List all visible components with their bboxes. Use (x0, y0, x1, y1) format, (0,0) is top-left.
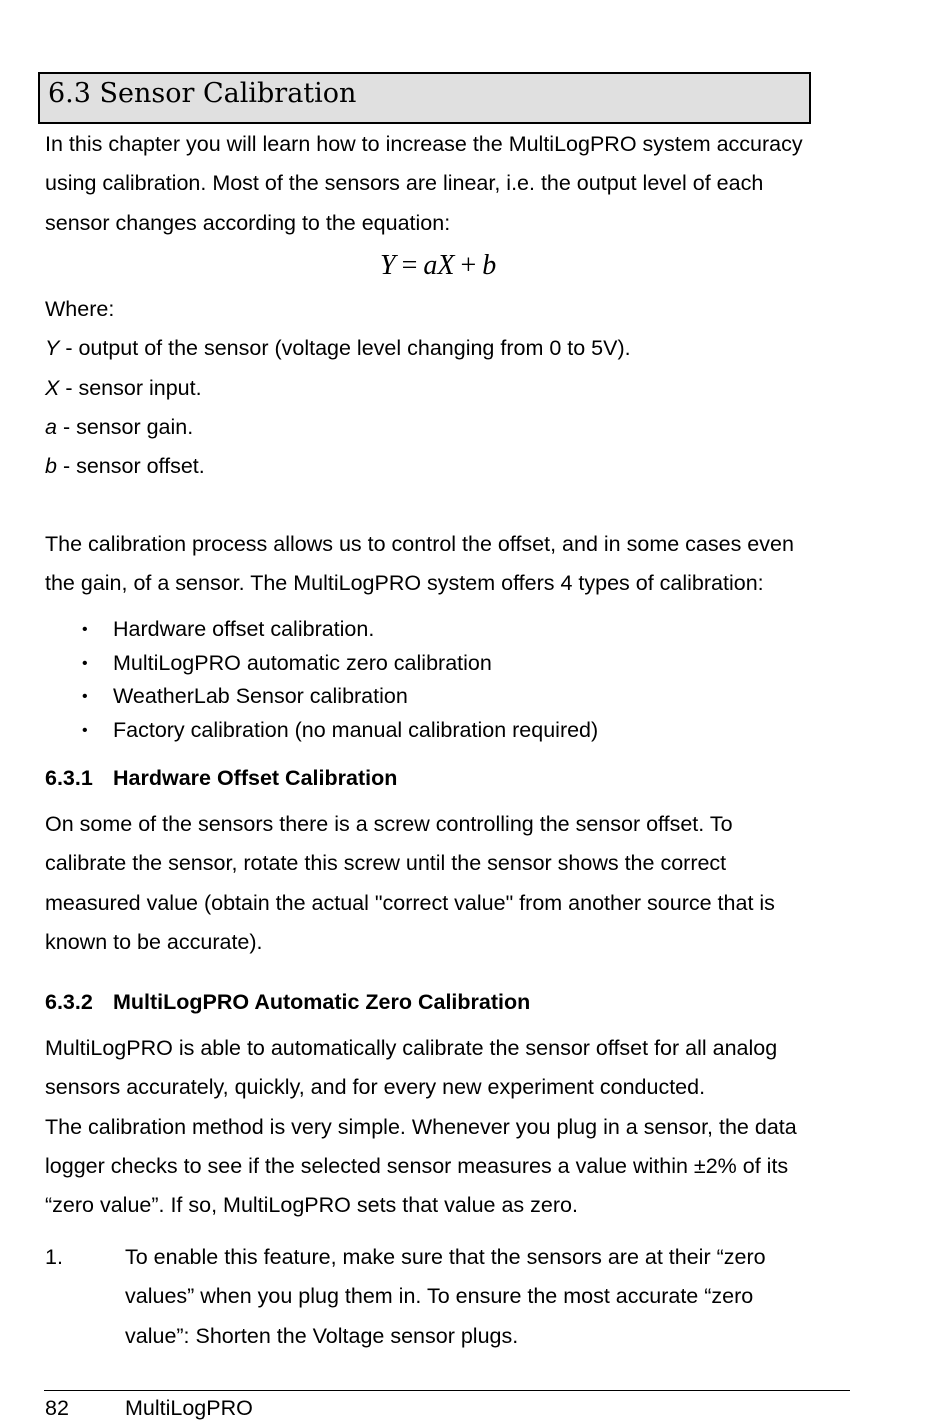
intro-paragraph (45, 125, 865, 243)
text-line: On some of the sensors there is a screw controlling the sensor offset. To (45, 812, 733, 836)
text-line: The calibration process allows us to control the offset, and in some cases even (45, 532, 794, 556)
where-item (45, 329, 865, 368)
equation-plus: + (460, 250, 477, 281)
subsection-heading-hardware-offset (45, 766, 397, 791)
section-heading-box (38, 72, 811, 124)
text-line: sensor changes according to the equation: (45, 210, 451, 235)
section-title: 6.3 Sensor Calibration (48, 78, 357, 109)
subsection-heading-automatic-zero (45, 990, 530, 1015)
text-line: using calibration. Most of the sensors are linear, i.e. the output level of each (45, 171, 764, 196)
list-item-text: Factory calibration (no manual calibration required) (113, 718, 599, 743)
text-line: values” when you plug them in. To ensure the most accurate “zero (125, 1284, 754, 1309)
where-item (45, 447, 865, 486)
text-line: MultiLogPRO is able to automatically calibrate the sensor offset for all analog (45, 1036, 778, 1060)
bullet-icon: • (82, 654, 88, 672)
list-item-text: WeatherLab Sensor calibration (113, 684, 408, 709)
text-line: value”: Shorten the Voltage sensor plugs. (125, 1323, 519, 1348)
text-line: In this chapter you will learn how to increase the MultiLogPRO system accuracy (45, 132, 803, 156)
variable-description: - sensor input. (59, 375, 202, 400)
equation-term-b: b (482, 250, 497, 281)
step-text (125, 1238, 766, 1356)
where-block (45, 290, 865, 486)
text-line: To enable this feature, make sure that the sensors are at their “zero (125, 1245, 766, 1269)
text-line: logger checks to see if the selected sensor measures a value within ±2% of its (45, 1153, 789, 1178)
automatic-zero-paragraph (45, 1029, 865, 1225)
text-line: The calibration method is very simple. Whenever you plug in a sensor, the data (45, 1114, 797, 1139)
where-item (45, 408, 865, 447)
footer-product-name: MultiLogPRO (125, 1396, 253, 1420)
linear-equation (380, 250, 496, 282)
subsection-number: 6.3.1 (45, 766, 93, 790)
text-line: the gain, of a sensor. The MultiLogPRO system offers 4 types of calibration: (45, 571, 764, 596)
text-line: known to be accurate). (45, 929, 263, 954)
variable-symbol: X (45, 375, 60, 400)
hardware-offset-paragraph (45, 805, 865, 962)
step-number: 1. (45, 1245, 63, 1269)
text-line: “zero value”. If so, MultiLogPRO sets that value as zero. (45, 1193, 578, 1218)
text-line: sensors accurately, quickly, and for every new experiment conducted. (45, 1075, 706, 1100)
bullet-icon: • (82, 621, 88, 638)
variable-description: - sensor offset. (56, 454, 205, 479)
bullet-icon: • (82, 722, 88, 740)
text-line: measured value (obtain the actual "correct value" from another source that is (45, 890, 775, 915)
subsection-number: 6.3.2 (45, 990, 93, 1014)
list-item-text: Hardware offset calibration. (113, 617, 375, 641)
where-label: Where: (45, 297, 115, 321)
subsection-title: MultiLogPRO Automatic Zero Calibration (113, 990, 531, 1014)
process-paragraph (45, 525, 865, 604)
list-item-text: MultiLogPRO automatic zero calibration (113, 650, 492, 675)
subsection-title: Hardware Offset Calibration (113, 766, 398, 790)
variable-symbol: b (45, 454, 57, 479)
bullet-icon: • (82, 688, 88, 706)
variable-description: - sensor gain. (56, 414, 194, 439)
equation-equals: = (401, 250, 418, 281)
variable-description: - output of the sensor (voltage level changing from 0 to 5V). (59, 336, 631, 361)
footer-divider (44, 1390, 850, 1391)
variable-symbol: a (45, 414, 57, 439)
variable-symbol: Y (45, 336, 60, 361)
page-number: 82 (45, 1396, 69, 1420)
where-item (45, 369, 865, 408)
text-line: calibrate the sensor, rotate this screw until the sensor shows the correct (45, 851, 727, 876)
equation-term-ax: aX (423, 250, 455, 281)
equation-lhs: Y (380, 250, 396, 281)
